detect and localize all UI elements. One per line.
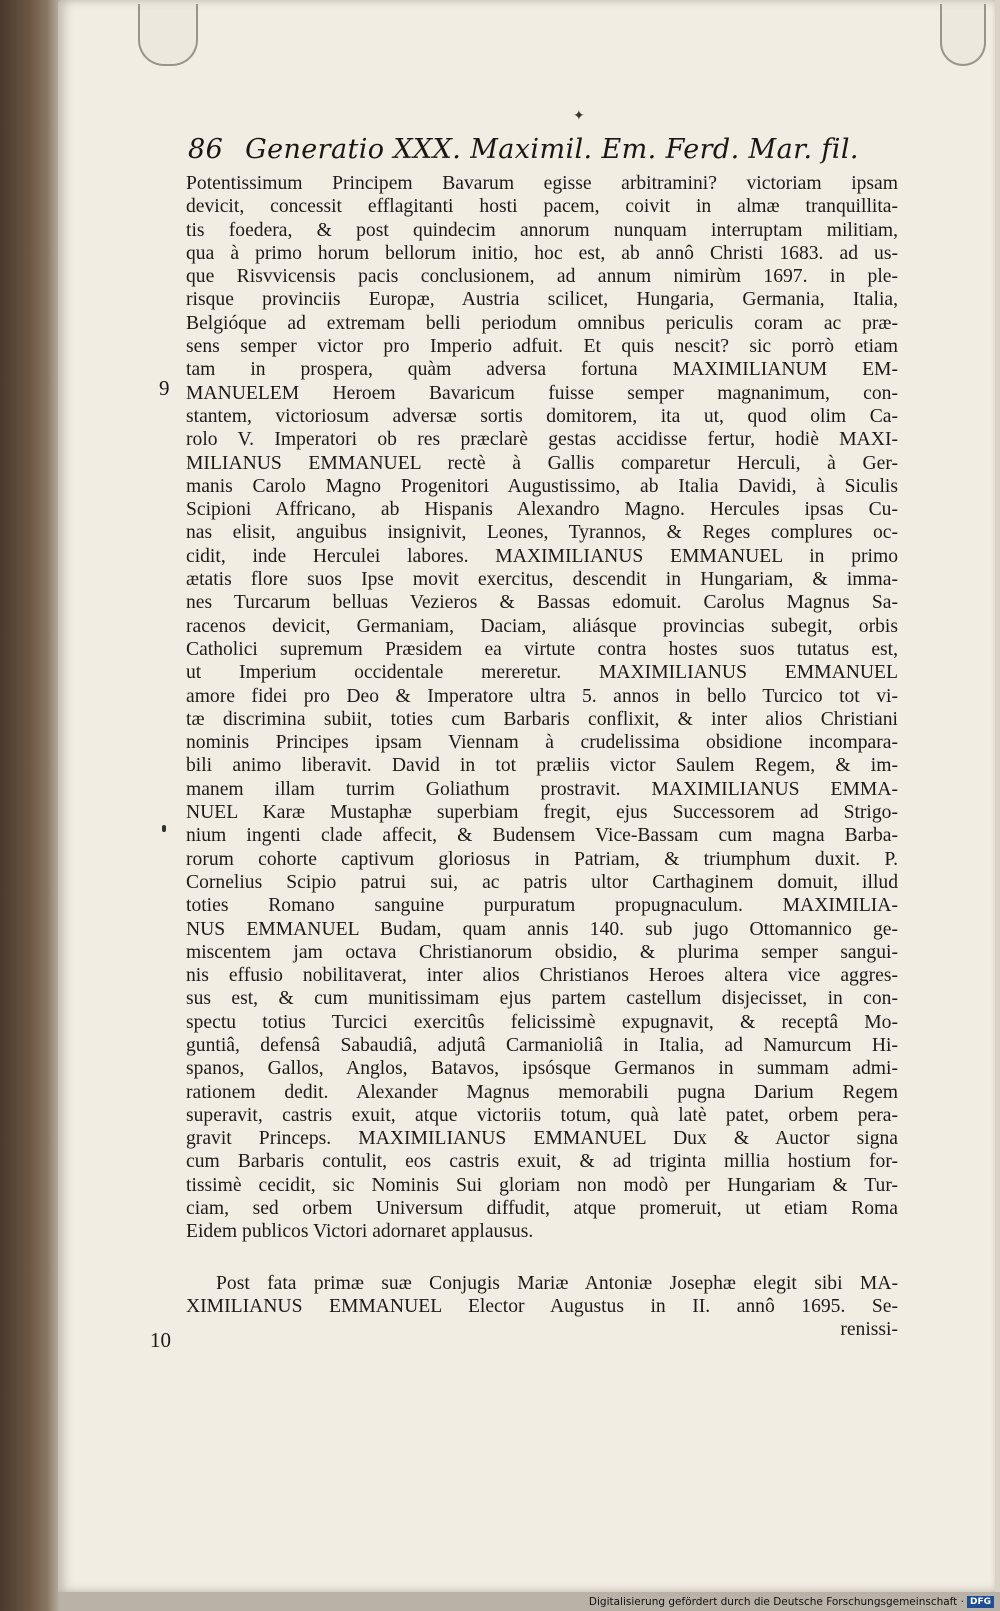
text-line: stantem, victoriosum adversæ sortis domitorem, ita ut, quod olim Ca- [186, 405, 898, 427]
text-line: risque provinciis Europæ, Austria scilicet, Hungaria, Germania, Italia, [186, 289, 898, 311]
text-line: guntiâ, defensâ Sabaudiâ, adjutâ Carmanioliâ in Italia, ad Namurcum Hi- [186, 1034, 898, 1056]
text-line: ut Imperium occidentale mereretur. MAXIMILIANUS EMMANUEL [186, 662, 898, 684]
text-line: que Risvvicensis pacis conclusionem, ad annum nimirùm 1697. in ple- [186, 266, 898, 288]
ornament-mark: ✦ [573, 108, 585, 124]
paragraph-10 [186, 1272, 898, 1319]
text-line: tis foedera, & post quindecim annorum nunquam interruptam militiam, [186, 219, 898, 241]
text-line: Post fata primæ suæ Conjugis Mariæ Antoniæ Josephæ elegit sibi MA- [216, 1272, 898, 1294]
text-line: MILIANUS EMMANUEL rectè à Gallis comparetur Herculi, à Ger- [186, 452, 898, 474]
page-clip-right [940, 4, 986, 66]
main-text [186, 172, 898, 1342]
text-line: rationem dedit. Alexander Magnus memorabili pugna Darium Regem [186, 1081, 898, 1103]
text-line: toties Romano sanguine purpuratum propugnaculum. MAXIMILIA- [186, 895, 898, 917]
text-line: NUS EMMANUEL Budam, quam annis 140. sub jugo Ottomannico ge- [186, 918, 898, 940]
text-line: nominis Principes ipsam Viennam à crudelissima obsidione incompara- [186, 732, 898, 754]
text-line: Catholici supremum Præsidem ea virtute contra hostes suos tutatus est, [186, 638, 898, 660]
text-line: tam in prospera, quàm adversa fortuna MAXIMILIANUM EM- [186, 359, 898, 381]
text-line: amore fidei pro Deo & Imperatore ultra 5. annos in bello Turcico tot vi- [186, 685, 898, 707]
text-line: ætatis flore suos Ipse movit exercitus, descendit in Hungariam, & imma- [186, 569, 898, 591]
text-line: racenos devicit, Germaniam, Daciam, aliásque provincias subegit, orbis [186, 615, 898, 637]
running-title: Generatio XXX. Maximil. Em. Ferd. Mar. fil. [245, 134, 859, 165]
text-line: spanos, Gallos, Anglos, Batavos, ipsósque Germanos in summam admi- [186, 1058, 898, 1080]
credit-text: Digitalisierung gefördert durch die Deutsche Forschungsgemeinschaft · [588, 1596, 964, 1608]
digitization-credit [589, 1595, 994, 1609]
text-line: tissimè cecidit, sic Nominis Sui gloriam non modò per Hungariam & Tur- [186, 1174, 898, 1196]
text-line: sus est, & cum munitissimam ejus partem castellum disjecisset, in con- [186, 988, 898, 1010]
catchword: renissi- [840, 1319, 898, 1341]
text-line: XIMILIANUS EMMANUEL Elector Augustus in II. annô 1695. Se- [186, 1295, 898, 1317]
text-line: Cornelius Scipio patrui sui, ac patris ultor Carthaginem domuit, illud [186, 871, 898, 893]
text-line: tæ discrimina subiit, toties cum Barbaris conflixit, & inter alios Christiani [186, 708, 898, 730]
margin-number-9: 9 [159, 376, 170, 400]
text-line: bili animo liberavit. David in tot præliis victor Saulem Regem, & im- [186, 755, 898, 777]
text-line: qua à primo horum bellorum initio, hoc est, ab annô Christi 1683. ad us- [186, 242, 898, 264]
text-line: nium ingenti clade affecit, & Budensem Vice-Bassam cum magna Barba- [186, 825, 898, 847]
text-line: sens semper victor pro Imperio adfuit. Et quis nescit? sic porrò etiam [186, 336, 898, 358]
text-line: superavit, castris exuit, atque victoriis totum, quà latè patet, orbem pera- [186, 1104, 898, 1126]
page-edge [995, 0, 1000, 1592]
paragraph-gap [186, 1244, 898, 1272]
text-line: nis effusio nobilitaverat, inter alios Christianos Heroes altera vice aggres- [186, 965, 898, 987]
text-line: Scipioni Affricano, ab Hispanis Alexandro Magno. Hercules ipsas Cu- [186, 499, 898, 521]
text-line: ciam, sed orbem Universum diffudit, atque promeruit, ut etiam Roma [186, 1198, 898, 1220]
text-line: spectu totius Turcici exercitûs felicissimè expugnavit, & receptâ Mo- [186, 1011, 898, 1033]
text-line: manis Carolo Magno Progenitori Augustissimo, ab Italia Davidi, à Siculis [186, 475, 898, 497]
running-header [188, 134, 859, 170]
dfg-logo: DFG [967, 1596, 994, 1608]
text-line: cidit, inde Herculei labores. MAXIMILIANUS EMMANUEL in primo [186, 545, 898, 567]
text-line: NUEL Karæ Mustaphæ superbiam fregit, ejus Successorem ad Strigo- [186, 802, 898, 824]
text-line: manem illam turrim Goliathum prostravit. MAXIMILIANUS EMMA- [186, 778, 898, 800]
text-line: nes Turcarum belluas Vezieros & Bassas edomuit. Carolus Magnus Sa- [186, 592, 898, 614]
text-line: Eidem publicos Victori adornaret applausus. [186, 1221, 534, 1243]
text-line: rolo V. Imperatori ob res præclarè gestas accidisse fertur, hodiè MAXI- [186, 429, 898, 451]
text-line: miscentem jam octava Christianorum obsidio, & plurima semper sangui- [186, 941, 898, 963]
text-line: devicit, concessit efflagitanti hosti pacem, coivit in almæ tranquillita- [186, 196, 898, 218]
text-line: Belgióque ad extremam belli periodum omnibus periculis coram ac præ- [186, 312, 898, 334]
text-line: MANUELEM Heroem Bavaricum fuisse semper magnanimum, con- [186, 382, 898, 404]
text-line: cum Barbaris contulit, eos castris exuit, & ad triginta millia hostium for- [186, 1151, 898, 1173]
page-clip-left [138, 4, 198, 66]
paragraph-9 [186, 172, 898, 1244]
text-line: rorum cohorte captivum gloriosus in Patriam, & triumphum duxit. P. [186, 848, 898, 870]
margin-number-10: 10 [150, 1328, 171, 1352]
text-line: Potentissimum Principem Bavarum egisse arbitramini? victoriam ipsam [186, 173, 898, 194]
text-line: nas elisit, anguibus insignivit, Leones, Tyrannos, & Reges complures oc- [186, 522, 898, 544]
text-line: gravit Princeps. MAXIMILIANUS EMMANUEL Dux & Auctor signa [186, 1128, 898, 1150]
page-number: 86 [188, 134, 224, 165]
margin-mark [162, 825, 166, 832]
